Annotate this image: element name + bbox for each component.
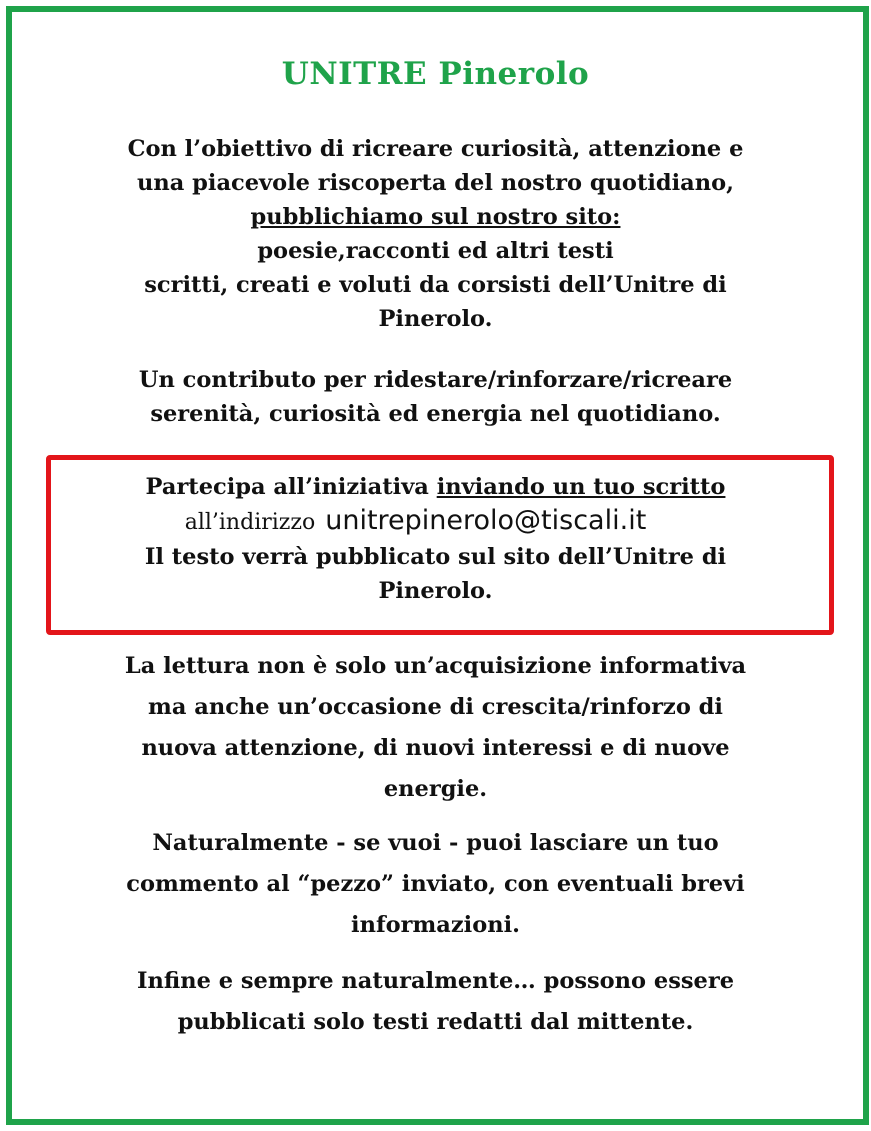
final-paragraph <box>0 961 871 1043</box>
cta-line-4: Pinerolo. <box>378 578 493 604</box>
page-title: UNITRE Pinerolo <box>281 56 590 92</box>
intro-line-5: scritti, creati e voluti da corsisti dell’Unitre di <box>144 272 727 298</box>
reading-paragraph <box>0 646 871 810</box>
reading-line-1: La lettura non è solo un’acquisizione informativa <box>124 653 747 679</box>
contribution-line-1: Un contributo per ridestare/rinforzare/ricreare <box>138 367 733 393</box>
reading-line-3: nuova attenzione, di nuovi interessi e di nuove <box>141 735 730 761</box>
final-line-1: Infine e sempre naturalmente… possono essere <box>136 968 735 994</box>
address-label: all’indirizzo <box>184 510 316 535</box>
comment-paragraph <box>0 823 871 946</box>
cta-line-1-prefix: Partecipa all’iniziativa <box>145 474 437 500</box>
call-to-action <box>0 470 871 608</box>
intro-paragraph <box>0 132 871 336</box>
final-line-2: pubblicati solo testi redatti dal mittente. <box>177 1009 694 1035</box>
comment-line-1: Naturalmente - se vuoi - puoi lasciare un tuo <box>152 830 719 856</box>
reading-line-2: ma anche un’occasione di crescita/rinforzo di <box>148 694 723 720</box>
intro-line-6: Pinerolo. <box>378 306 493 332</box>
email-address: unitrepinerolo@tiscali.it <box>325 505 647 536</box>
comment-line-2: commento al “pezzo” inviato, con eventuali brevi <box>126 871 745 897</box>
intro-line-2: una piacevole riscoperta del nostro quotidiano, <box>137 170 734 196</box>
intro-line-3: pubblichiamo sul nostro sito: <box>250 204 621 230</box>
intro-line-4: poesie,racconti ed altri testi <box>257 238 614 264</box>
cta-send-text: inviando un tuo scritto <box>436 474 726 500</box>
cta-line-3: Il testo verrà pubblicato sul sito dell’Unitre di <box>144 544 727 570</box>
reading-line-4: energie. <box>383 776 488 802</box>
contribution-line-2: serenità, curiosità ed energia nel quotidiano. <box>150 401 721 427</box>
intro-line-1: Con l’obiettivo di ricreare curiosità, attenzione e <box>127 136 744 162</box>
contribution-paragraph <box>0 363 871 431</box>
comment-line-3: informazioni. <box>351 912 520 938</box>
